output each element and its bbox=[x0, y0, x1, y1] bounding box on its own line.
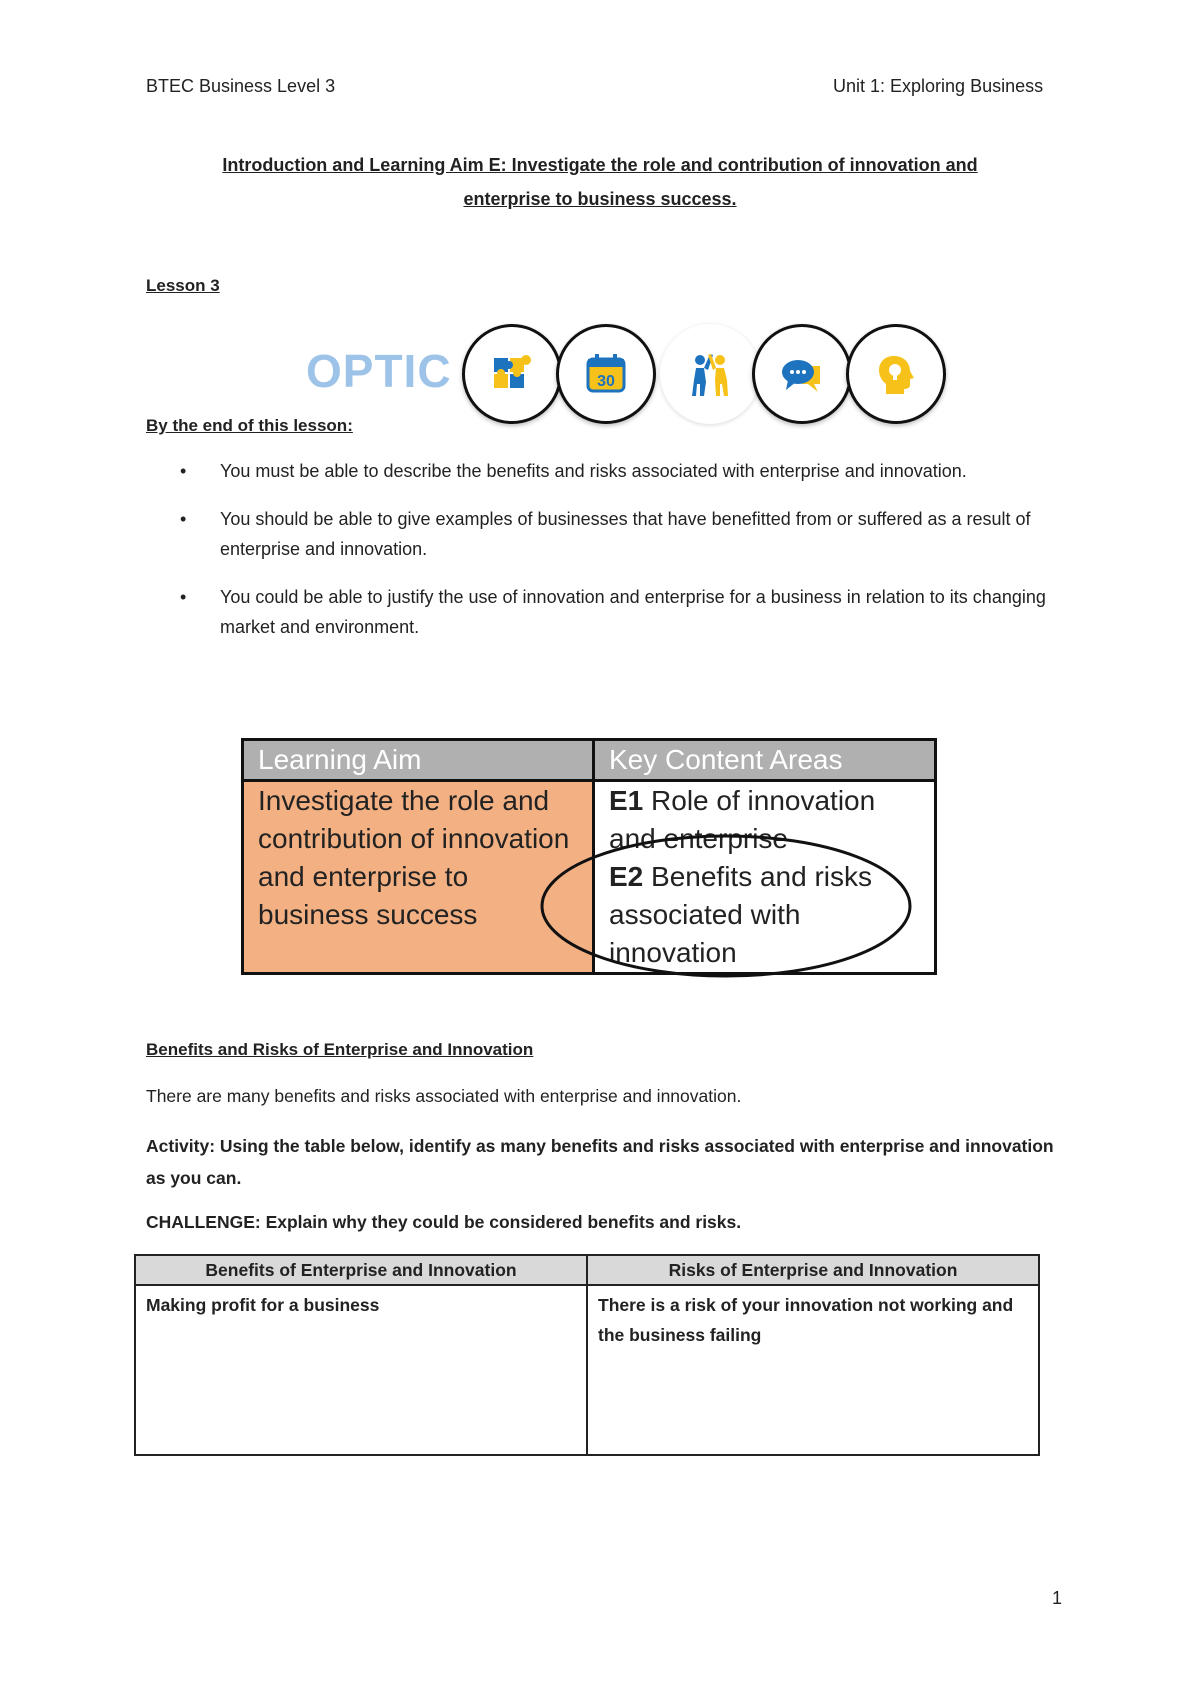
activity-text: Activity: Using the table below, identify as many benefits and risks associated with enterprise and innovation as you can. bbox=[146, 1136, 1054, 1188]
page-title bbox=[150, 148, 1050, 216]
title-line-2: enterprise to business success. bbox=[463, 189, 737, 209]
puzzle-icon bbox=[462, 324, 562, 424]
benefits-risks-table bbox=[134, 1254, 1040, 1456]
title-line-1: Introduction and Learning Aim E: Investigate the role and contribution of innovation and bbox=[222, 155, 978, 175]
bullet-icon: • bbox=[180, 587, 187, 607]
bullet-icon: • bbox=[180, 461, 187, 481]
content-area-e2: E2 Benefits and risks associated with innovation bbox=[609, 861, 873, 968]
challenge-text: CHALLENGE: Explain why they could be considered benefits and risks. bbox=[146, 1212, 742, 1232]
calendar-number: 30 bbox=[597, 373, 615, 390]
calendar-icon bbox=[556, 324, 656, 424]
benefits-header: Benefits of Enterprise and Innovation bbox=[135, 1255, 587, 1285]
bullet-icon: • bbox=[180, 509, 187, 529]
optic-label: OPTIC bbox=[306, 345, 452, 397]
head-idea-icon bbox=[846, 324, 946, 424]
risks-header: Risks of Enterprise and Innovation bbox=[587, 1255, 1039, 1285]
objective-text: You should be able to give examples of businesses that have benefitted from or suffered as a result of enterprise and innovation. bbox=[220, 509, 1031, 559]
content-area-e1: E1 Role of innovation and enterprise bbox=[609, 785, 876, 854]
lesson-label: Lesson 3 bbox=[146, 276, 220, 295]
hand-drawn-circle bbox=[530, 818, 930, 988]
page-number: 1 bbox=[1052, 1588, 1063, 1608]
objective-text: You must be able to describe the benefits and risks associated with enterprise and innovation. bbox=[220, 461, 967, 481]
objectives-heading: By the end of this lesson: bbox=[146, 416, 353, 435]
header-left: BTEC Business Level 3 bbox=[146, 76, 336, 96]
key-content-header: Key Content Areas bbox=[594, 740, 936, 781]
risks-cell[interactable]: There is a risk of your innovation not working and the business failing bbox=[587, 1285, 1039, 1455]
learning-aim-header: Learning Aim bbox=[243, 740, 594, 781]
chat-icon bbox=[752, 324, 852, 424]
objective-text: You could be able to justify the use of innovation and enterprise for a business in relation to its changing market and environment. bbox=[220, 587, 1046, 637]
list-item bbox=[180, 504, 1060, 564]
list-item bbox=[180, 456, 1060, 486]
benefits-cell[interactable]: Making profit for a business bbox=[135, 1285, 587, 1455]
section-heading: Benefits and Risks of Enterprise and Innovation bbox=[146, 1040, 534, 1059]
objectives-list bbox=[180, 456, 1060, 660]
header-right: Unit 1: Exploring Business bbox=[833, 76, 1044, 96]
high-five-icon bbox=[660, 324, 760, 424]
intro-text: There are many benefits and risks associated with enterprise and innovation. bbox=[146, 1086, 742, 1106]
list-item bbox=[180, 582, 1060, 642]
learning-aim-cell: Investigate the role and contribution of innovation and enterprise to business success bbox=[243, 781, 594, 974]
